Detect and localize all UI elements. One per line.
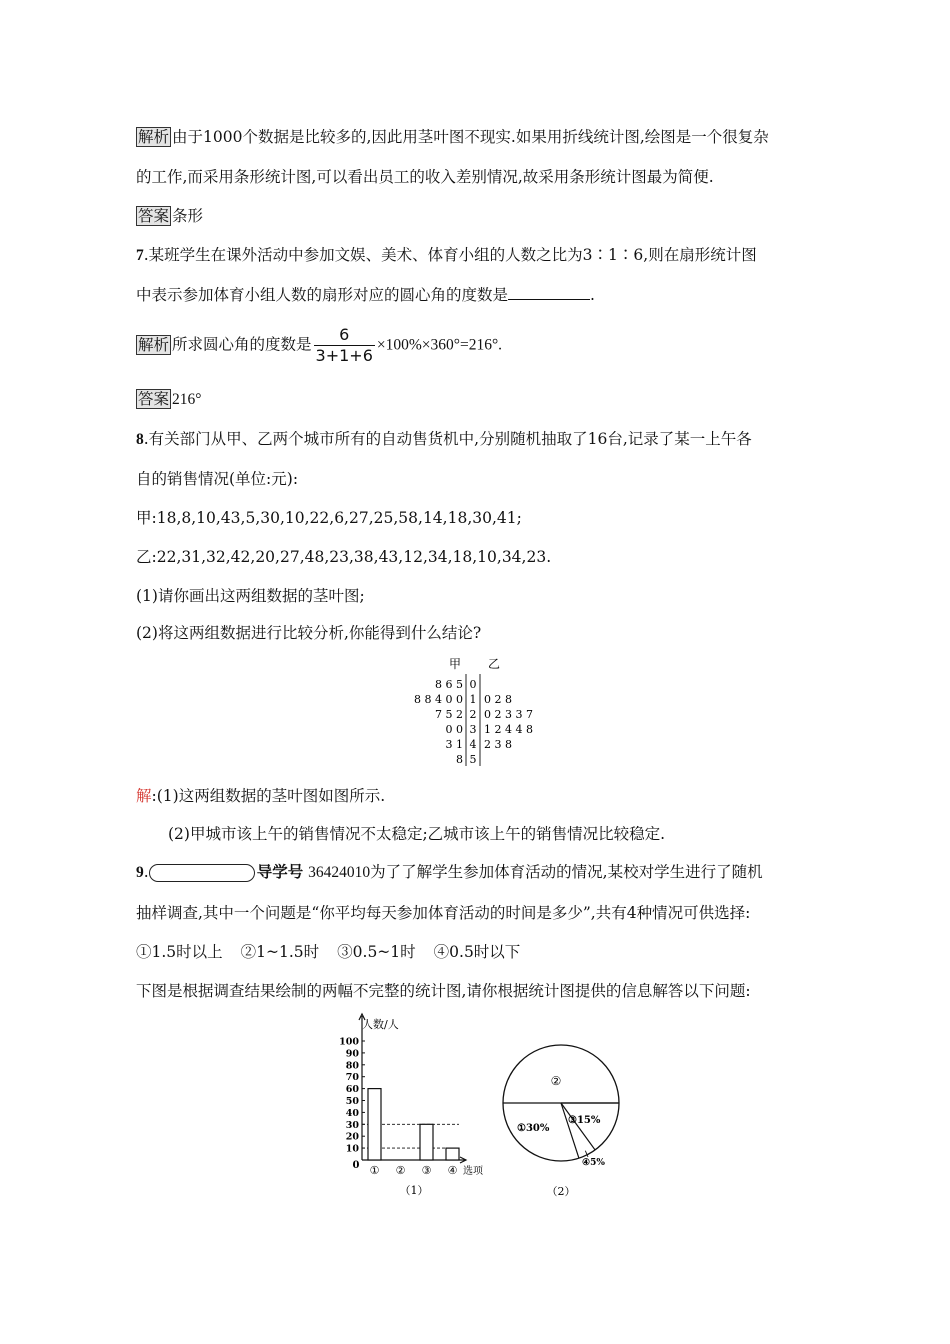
y-tick-label: 90	[345, 1048, 359, 1060]
q7-stem-line1	[136, 244, 757, 267]
x-category-label: ④	[447, 1164, 458, 1177]
q8-part1: (1)请你画出这两组数据的茎叶图;	[136, 587, 365, 605]
x-category-label: ②	[395, 1164, 406, 1177]
bar-chart-origin: 0	[352, 1160, 360, 1171]
y-tick-label: 30	[345, 1119, 359, 1131]
stem-leaf-stem: 1	[469, 693, 477, 706]
q7-stem-text2: 中表示参加体育小组人数的扇形对应的圆心角的度数是	[136, 286, 509, 304]
pie-label-option4: ④5%	[582, 1158, 605, 1168]
y-tick-label: 50	[345, 1096, 359, 1107]
answer-tag: 答案	[138, 390, 170, 408]
stem-leaf-right-leaves: 0 2 8	[484, 693, 512, 706]
q7-stem-text1: .某班学生在课外活动中参加文娱、美术、体育小组的人数之比为3∶1∶6,则在扇形统计图	[143, 246, 757, 264]
bar	[446, 1148, 459, 1160]
bar-chart-ylabel: 人数/人	[362, 1018, 399, 1031]
answer-tag: 答案	[138, 207, 170, 225]
bar	[368, 1089, 381, 1160]
y-tick-label: 100	[339, 1036, 359, 1048]
stem-leaf-stem: 2	[469, 708, 477, 721]
pie-chart-shapes	[503, 1045, 619, 1161]
y-tick-label: 60	[345, 1084, 359, 1096]
analysis-tag: 解析	[138, 335, 170, 354]
stem-leaf-header-yi: 乙	[487, 657, 501, 671]
q9-dot: .	[143, 863, 149, 881]
q7-answer-text: 216°	[172, 391, 202, 408]
q9-option-4: ④0.5时以下	[433, 943, 521, 961]
q8-stem-line1	[136, 428, 752, 451]
p6-analysis-line2: 的工作,而采用条形统计图,可以看出员工的收入差别情况,故采用条形统计图最为简便.	[136, 168, 714, 186]
y-tick-label: 10	[345, 1143, 359, 1155]
stem-leaf-right-leaves: 1 2 4 4 8	[484, 723, 533, 736]
q9-stem-line3: 下图是根据调查结果绘制的两幅不完整的统计图,请你根据统计图提供的信息解答以下问题:	[136, 982, 751, 1000]
stem-leaf-stem: 3	[469, 723, 477, 736]
q7-number: 7	[136, 247, 144, 264]
stem-leaf-plot	[396, 656, 556, 768]
stem-leaf-stem: 0	[469, 678, 477, 691]
bar-chart-caption: （1）	[399, 1184, 429, 1197]
q7-analysis	[136, 325, 502, 366]
q8-solution-line1	[136, 785, 385, 807]
q9-number: 9	[136, 864, 144, 881]
pie-chart-caption: （2）	[546, 1185, 576, 1198]
guide-label: 导学号	[256, 862, 304, 881]
stem-leaf-rows	[414, 678, 533, 766]
stem-leaf-left-leaves: 8 8 4 0 0	[414, 693, 463, 706]
q8-data-jia: 甲:18,8,10,43,5,30,10,22,6,27,25,58,14,18,30,41;	[136, 509, 522, 527]
q9-option-3: ③0.5~1时	[337, 943, 416, 961]
q7-analysis-post: ×100%×360°=216°.	[376, 336, 503, 354]
q9-options	[136, 941, 520, 963]
guide-number: 36424010	[308, 864, 371, 881]
bar-chart	[336, 1010, 496, 1204]
pie-label-option1: ①30%	[517, 1123, 550, 1134]
p6-analysis-line1	[136, 126, 769, 148]
q8-stem-text1: .有关部门从甲、乙两个城市所有的自动售货机中,分别随机抽取了16台,记录了某一上午各	[143, 430, 752, 448]
x-category-label: ③	[421, 1164, 432, 1177]
y-tick-label: 20	[345, 1131, 359, 1143]
q8-stem-line2: 自的销售情况(单位:元):	[136, 470, 299, 488]
stem-leaf-stem: 4	[469, 738, 477, 751]
q9-stem-text1: 为了了解学生参加体育活动的情况,某校对学生进行了随机	[370, 863, 763, 881]
bar-chart-xlabel: 选项	[463, 1166, 483, 1177]
x-category-label: ①	[369, 1164, 380, 1177]
q9-option-1: ①1.5时以上	[136, 943, 223, 961]
fraction-numerator: 6	[339, 325, 350, 344]
solution-tag: 解	[136, 787, 152, 805]
q8-data-yi: 乙:22,31,32,42,20,27,48,23,38,43,12,34,18,10,34,23.	[136, 548, 552, 566]
stem-leaf-left-leaves: 8	[456, 753, 463, 766]
p6-answer-text: 条形	[172, 207, 204, 225]
bar	[420, 1124, 433, 1160]
q9-stem-line1	[136, 861, 763, 884]
bar-chart-bars	[362, 1089, 459, 1160]
y-tick-label: 40	[345, 1107, 359, 1119]
pie-chart	[496, 1025, 626, 1203]
bar-chart-yticks	[339, 1037, 365, 1155]
q7-stem-end: .	[590, 286, 595, 304]
q8-solution-text1: :(1)这两组数据的茎叶图如图所示.	[151, 787, 386, 805]
stem-leaf-stem: 5	[469, 753, 477, 766]
q9-option-2: ②1~1.5时	[240, 943, 320, 961]
stem-leaf-left-leaves: 0 0	[445, 723, 463, 736]
stem-leaf-right-leaves: 0 2 3 3 7	[484, 708, 533, 721]
pie-label-option3: ③15%	[568, 1115, 601, 1126]
fraction-denominator: 3+1+6	[315, 346, 373, 365]
q7-analysis-pre: 所求圆心角的度数是	[172, 335, 312, 354]
stem-leaf-header-jia: 甲	[448, 657, 462, 671]
q8-part2: (2)将这两组数据进行比较分析,你能得到什么结论?	[136, 624, 482, 642]
fraction	[314, 325, 375, 366]
q7-answer	[136, 388, 201, 411]
q7-stem-line2	[136, 284, 595, 306]
y-tick-label: 70	[345, 1072, 359, 1084]
y-tick-label: 80	[345, 1060, 359, 1072]
p6-answer	[136, 205, 203, 227]
stem-leaf-right-leaves: 2 3 8	[484, 738, 512, 751]
bar-chart-categories	[370, 1164, 458, 1177]
analysis-tag: 解析	[138, 128, 170, 146]
q8-solution-line2: (2)甲城市该上午的销售情况不太稳定;乙城市该上午的销售情况比较稳定.	[168, 825, 666, 843]
q8-number: 8	[136, 431, 144, 448]
q9-stem-line2: 抽样调查,其中一个问题是“你平均每天参加体育活动的时间是多少”,共有4种情况可供选择:	[136, 904, 751, 922]
answer-blank	[508, 285, 590, 300]
p6-analysis-text1: 由于1000个数据是比较多的,因此用茎叶图不现实.如果用折线统计图,绘图是一个很复杂	[172, 128, 769, 146]
guide-number-box	[149, 864, 255, 882]
stem-leaf-left-leaves: 8 6 5	[435, 678, 463, 691]
stem-leaf-left-leaves: 3 1	[445, 738, 463, 751]
stem-leaf-left-leaves: 7 5 2	[435, 708, 463, 721]
pie-label-option2: ②	[550, 1074, 562, 1088]
